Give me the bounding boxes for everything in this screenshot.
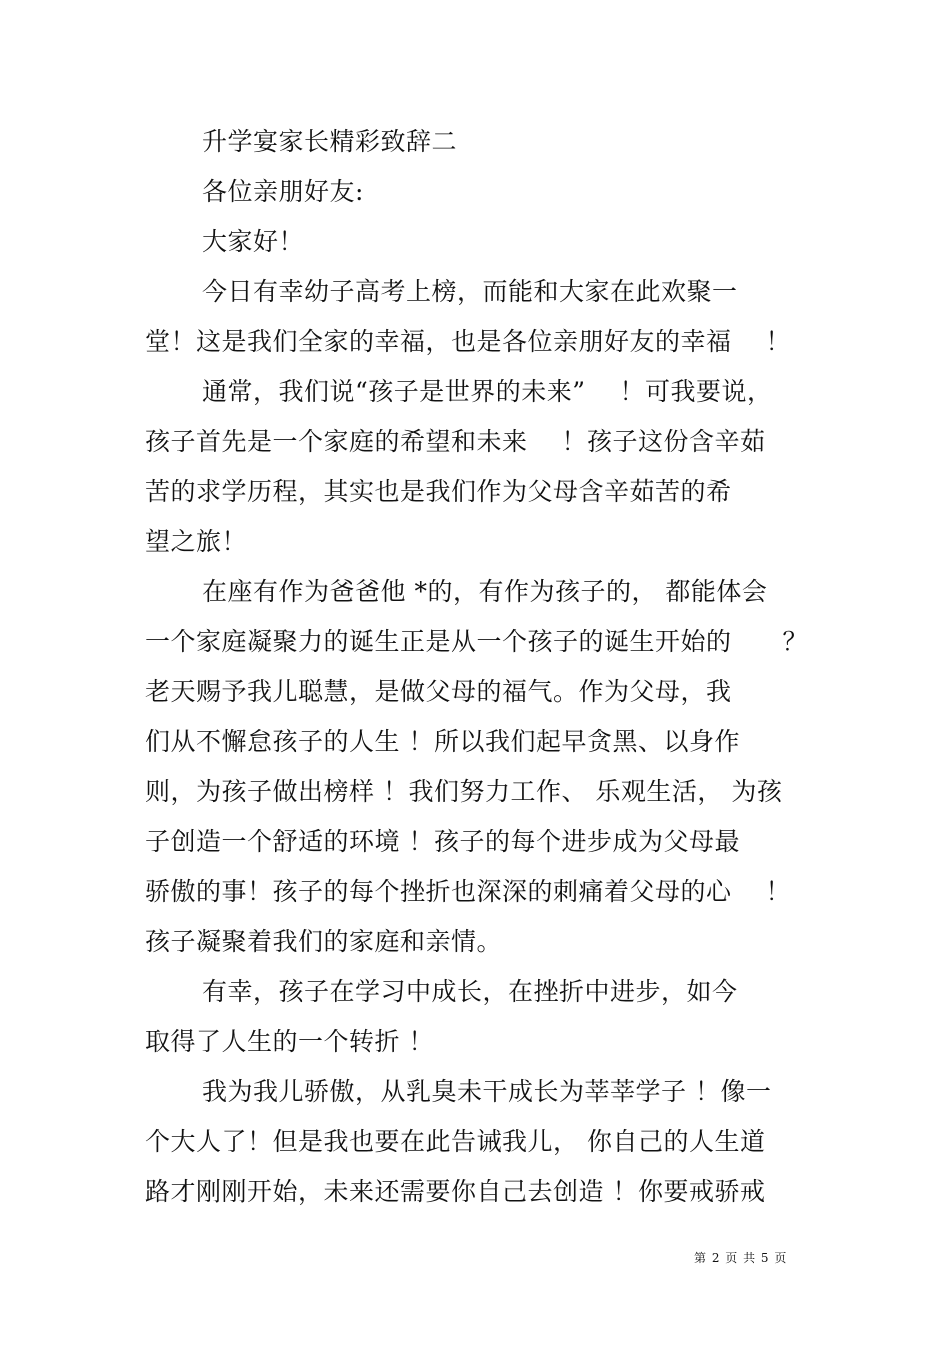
paragraph-line: 个大人了！但是我也要在此告诫我儿， 你自己的人生道 <box>145 1127 766 1156</box>
paragraph-line: 老天赐予我儿聪慧，是做父母的福气。作为父母，我 <box>145 677 732 706</box>
paragraph-line: 在座有作为爸爸他 *的，有作为孩子的， 都能体会 <box>202 577 768 606</box>
page-number: 第 2 页 共 5 页 <box>694 1251 788 1265</box>
paragraph-line: 子创造一个舒适的环境 ！孩子的每个进步成为父母最 <box>145 827 740 856</box>
paragraph-line: 路才刚刚开始，未来还需要你自己去创造 ！你要戒骄戒 <box>145 1177 766 1206</box>
paragraph-line: 通常，我们说“孩子是世界的未来” ！可我要说， <box>202 377 773 406</box>
paragraph-line: 取得了人生的一个转折 ！ <box>145 1027 434 1056</box>
paragraph-line: 一个家庭凝聚力的诞生正是从一个孩子的诞生开始的 ？ <box>145 627 809 656</box>
paragraph-line: 有幸，孩子在学习中成长，在挫折中进步，如今 <box>202 977 738 1006</box>
paragraph-line: 苦的求学历程，其实也是我们作为父母含辛茹苦的希 <box>145 477 732 506</box>
paragraph-line: 堂！这是我们全家的幸福，也是各位亲朋好友的幸福 ！ <box>145 327 791 356</box>
paragraph-line: 骄傲的事！孩子的每个挫折也深深的刺痛着父母的心 ！ <box>145 877 791 906</box>
paragraph-line: 孩子首先是一个家庭的希望和未来 ！孩子这份含辛茹 <box>145 427 766 456</box>
paragraph-line: 们从不懈怠孩子的人生 ！所以我们起早贪黑、以身作 <box>145 727 740 756</box>
document-title: 升学宴家长精彩致辞二 <box>202 127 458 156</box>
paragraph-line: 大家好！ <box>202 227 305 256</box>
paragraph-line: 各位亲朋好友: <box>202 177 364 206</box>
paragraph-line: 孩子凝聚着我们的家庭和亲情。 <box>145 927 503 956</box>
paragraph-line: 望之旅！ <box>145 527 248 556</box>
paragraph-line: 则，为孩子做出榜样 ！我们努力工作、 乐观生活， 为孩 <box>145 777 783 806</box>
paragraph-line: 我为我儿骄傲，从乳臭未干成长为莘莘学子 ！像一 <box>202 1077 772 1106</box>
paragraph-line: 今日有幸幼子高考上榜，而能和大家在此欢聚一 <box>202 277 738 306</box>
